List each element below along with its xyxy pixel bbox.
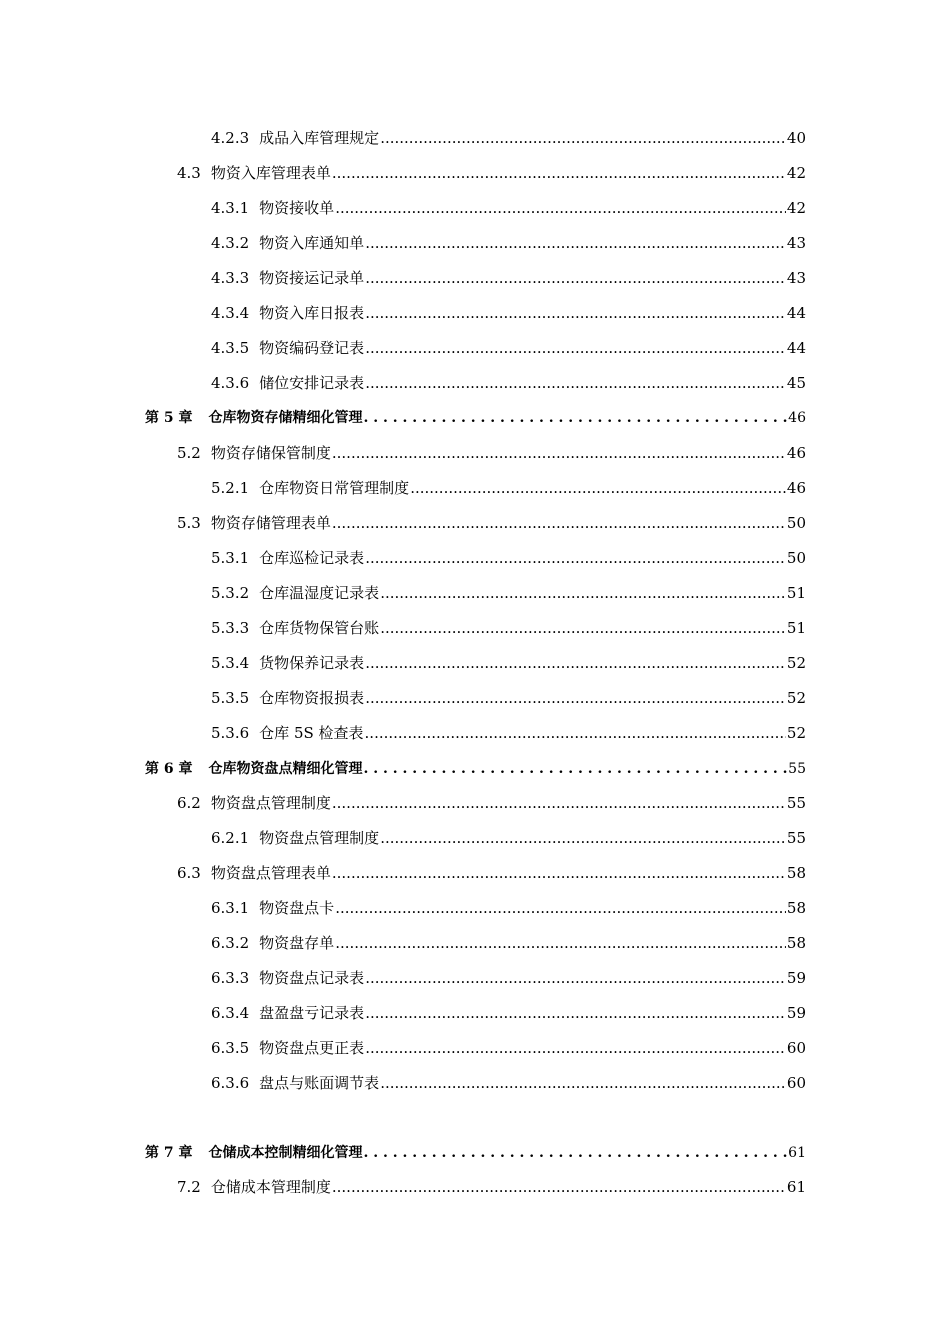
toc-entry-title: 仓库物资报损表 [259,689,365,707]
toc-entry-number: 6.3.3 [211,969,250,987]
toc-entry-page: 46 [788,410,806,426]
toc-entry-number: 6.3.4 [211,1004,250,1022]
toc-entry[interactable] [211,336,806,360]
toc-entry[interactable] [211,721,806,745]
toc-leader-dots [364,406,788,430]
toc-entry[interactable] [211,581,806,605]
toc-entry-number: 4.3.4 [211,304,250,322]
toc-entry-number: 5.3.2 [211,584,250,602]
toc-leader-dots [365,266,786,290]
toc-entry[interactable] [211,126,806,150]
toc-chapter-title: 仓库物资存储精细化管理 [208,410,363,426]
toc-entry-title: 物资入库通知单 [259,234,365,252]
toc-entry-title: 仓储成本管理制度 [210,1178,331,1196]
toc-entry-page: 43 [786,234,806,252]
toc-entry-title: 货物保养记录表 [259,654,365,672]
toc-entry[interactable] [211,686,806,710]
toc-entry-page: 50 [786,514,806,532]
toc-leader-dots [335,931,786,955]
toc-entry-page: 52 [786,654,806,672]
toc-entry-page: 44 [786,339,806,357]
toc-entry[interactable] [211,371,806,395]
toc-entry-number: 4.2.3 [211,129,250,147]
toc-chapter-title: 仓库物资盘点精细化管理 [208,761,363,777]
toc-entry-title: 仓库货物保管台账 [259,619,380,637]
toc-entry-page: 42 [786,199,806,217]
toc-entry-page: 51 [786,619,806,637]
toc-entry-number: 5.3.5 [211,689,250,707]
toc-entry-number: 4.3 [177,164,201,182]
toc-leader-dots [380,581,786,605]
toc-entry[interactable] [211,651,806,675]
toc-leader-dots [365,336,786,360]
toc-chapter-entry[interactable] [145,1141,806,1165]
toc-entry-title: 物资存储保管制度 [210,444,331,462]
toc-entry-number: 7.2 [177,1178,201,1196]
toc-leader-dots [332,791,786,815]
toc-leader-dots [380,1071,786,1095]
toc-entry-page: 42 [786,164,806,182]
toc-entry-page: 50 [786,549,806,567]
toc-entry-number: 5.3.6 [211,724,250,742]
toc-entry-page: 46 [786,479,806,497]
toc-entry-number: 5.2.1 [211,479,250,497]
toc-leader-dots [365,966,786,990]
toc-entry-number: 6.3.1 [211,899,250,917]
toc-entry-title: 盘盈盘亏记录表 [259,1004,365,1022]
toc-entry[interactable] [211,231,806,255]
toc-entry-number: 6.3.6 [211,1074,250,1092]
toc-entry-number: 5.3.1 [211,549,250,567]
toc-entry-number: 6.2.1 [211,829,250,847]
toc-entry-title: 仓库 5S 检查表 [259,724,364,742]
toc-entry-page: 46 [786,444,806,462]
toc-entry-page: 55 [788,761,806,777]
toc-leader-dots [335,896,786,920]
toc-entry-title: 物资接运记录单 [259,269,365,287]
toc-entry-title: 仓库巡检记录表 [259,549,365,567]
toc-leader-dots [365,686,786,710]
toc-chapter-number: 第 7 章 [145,1145,193,1161]
toc-leader-dots [365,1036,786,1060]
toc-entry-title: 物资盘点卡 [259,899,335,917]
toc-entry[interactable] [177,161,806,185]
toc-entry[interactable] [211,896,806,920]
toc-entry-page: 58 [786,899,806,917]
toc-entry-number: 6.3.5 [211,1039,250,1057]
toc-entry-number: 4.3.2 [211,234,250,252]
toc-chapter-entry[interactable] [145,757,806,781]
toc-entry-number: 6.3.2 [211,934,250,952]
toc-entry-title: 仓库物资日常管理制度 [259,479,410,497]
toc-leader-dots [332,161,786,185]
toc-leader-dots [365,721,786,745]
toc-entry-title: 物资入库日报表 [259,304,365,322]
toc-entry-number: 6.2 [177,794,201,812]
toc-entry-title: 物资编码登记表 [259,339,365,357]
toc-entry-number: 5.3.3 [211,619,250,637]
toc-entry-page: 43 [786,269,806,287]
toc-leader-dots [380,126,786,150]
toc-leader-dots [332,1175,786,1199]
toc-entry-page: 44 [786,304,806,322]
toc-leader-dots [365,1001,786,1025]
toc-entry[interactable] [211,266,806,290]
toc-entry-number: 5.2 [177,444,201,462]
toc-entry-title: 成品入库管理规定 [259,129,380,147]
toc-entry-number: 6.3 [177,864,201,882]
toc-entry-page: 55 [786,829,806,847]
toc-leader-dots [332,511,786,535]
toc-entry-page: 61 [786,1178,806,1196]
toc-entry-page: 51 [786,584,806,602]
toc-entry[interactable] [211,826,806,850]
toc-entry[interactable] [211,476,806,500]
toc-entry-title: 储位安排记录表 [259,374,365,392]
toc-entry-title: 物资存储管理表单 [210,514,331,532]
toc-chapter-number: 第 5 章 [145,410,193,426]
toc-chapter-number: 第 6 章 [145,761,193,777]
toc-entry-page: 60 [786,1074,806,1092]
toc-entry-page: 40 [786,129,806,147]
toc-entry-title: 物资入库管理表单 [210,164,331,182]
toc-entry-page: 52 [786,689,806,707]
toc-entry[interactable] [211,616,806,640]
toc-entry-title: 盘点与账面调节表 [259,1074,380,1092]
toc-leader-dots [365,546,786,570]
toc-leader-dots [365,371,786,395]
toc-entry-number: 4.3.1 [211,199,250,217]
toc-leader-dots [332,861,786,885]
toc-entry-page: 59 [786,969,806,987]
toc-leader-dots [380,826,786,850]
toc-entry-title: 物资盘点记录表 [259,969,365,987]
toc-entry[interactable] [211,546,806,570]
toc-entry-title: 物资盘点更正表 [259,1039,365,1057]
toc-entry[interactable] [211,196,806,220]
toc-entry[interactable] [177,511,806,535]
toc-entry[interactable] [177,861,806,885]
toc-entry[interactable] [211,966,806,990]
toc-entry-page: 52 [786,724,806,742]
toc-entry[interactable] [211,1001,806,1025]
toc-entry-title: 物资盘点管理制度 [259,829,380,847]
toc-entry-page: 58 [786,864,806,882]
toc-entry-title: 物资接收单 [259,199,335,217]
toc-entry[interactable] [177,791,806,815]
toc-entry-page: 55 [786,794,806,812]
toc-leader-dots [364,757,788,781]
toc-leader-dots [365,231,786,255]
toc-entry[interactable] [211,1071,806,1095]
toc-entry-page: 45 [786,374,806,392]
toc-entry-number: 4.3.5 [211,339,250,357]
toc-leader-dots [335,196,786,220]
toc-entry-title: 物资盘点管理制度 [210,794,331,812]
toc-entry-number: 4.3.3 [211,269,250,287]
toc-entry[interactable] [211,1036,806,1060]
toc-entry-title: 仓库温湿度记录表 [259,584,380,602]
toc-leader-dots [365,301,786,325]
toc-entry[interactable] [177,1175,806,1199]
toc-leader-dots [364,1141,788,1165]
toc-leader-dots [332,441,786,465]
toc-entry-number: 4.3.6 [211,374,250,392]
toc-entry-title: 物资盘存单 [259,934,335,952]
toc-chapter-entry[interactable] [145,406,806,430]
toc-entry-number: 5.3.4 [211,654,250,672]
toc-entry-page: 61 [788,1145,806,1161]
toc-entry-page: 58 [786,934,806,952]
toc-leader-dots [410,476,786,500]
toc-entry[interactable] [211,301,806,325]
toc-leader-dots [365,651,786,675]
toc-entry-page: 60 [786,1039,806,1057]
toc-chapter-title: 仓储成本控制精细化管理 [208,1145,363,1161]
toc-leader-dots [380,616,786,640]
toc-entry[interactable] [177,441,806,465]
toc-entry-page: 59 [786,1004,806,1022]
toc-entry-title: 物资盘点管理表单 [210,864,331,882]
toc-entry-number: 5.3 [177,514,201,532]
toc-entry[interactable] [211,931,806,955]
